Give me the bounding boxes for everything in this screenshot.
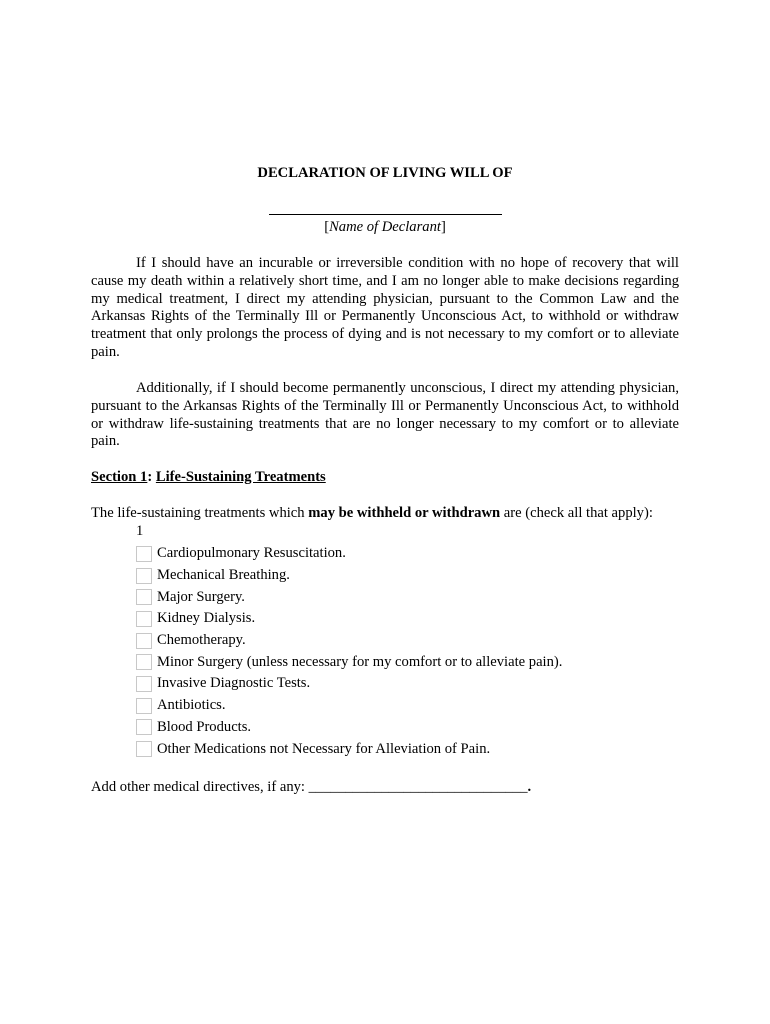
mechanical-breathing-checkbox[interactable] xyxy=(136,568,152,584)
item-label: Mechanical Breathing. xyxy=(157,567,290,584)
list-item xyxy=(136,695,562,717)
treatments-checklist xyxy=(136,543,562,760)
paragraph-permanently-unconscious: Additionally, if I should become permanently unconscious, I direct my attending physician, pursuant to the Arkansas Rights of the Terminally Ill or Permanently Unconscious Act, to withhold or withdraw life-sustaining treatments that are no longer necessary to my comfort or to alleviate pain. xyxy=(91,380,679,450)
list-number: 1 xyxy=(136,523,144,539)
other-directives-line xyxy=(91,779,531,796)
intro-before: The life-sustaining treatments which xyxy=(91,505,309,521)
item-label: Chemotherapy. xyxy=(157,632,246,649)
other-medications-checkbox[interactable] xyxy=(136,741,152,757)
kidney-dialysis-checkbox[interactable] xyxy=(136,611,152,627)
paragraph-incurable-condition: If I should have an incurable or irreversible condition with no hope of recovery that will cause my death within a relatively short time, and I am no longer able to make decisions regarding my medical treatment, I direct my attending physician, pursuant to the Common Law and the Arkansas Rights of the Terminally Ill or Permanently Unconscious Act, to withhold or withdraw treatment that only prolongs the process of dying and is not necessary to my comfort or to alleviate pain. xyxy=(91,255,679,360)
item-label: Antibiotics. xyxy=(157,697,226,714)
item-label: Other Medications not Necessary for Alleviation of Pain. xyxy=(157,740,491,757)
treatments-intro xyxy=(91,505,691,522)
directives-blank-field[interactable]: ______________________________ xyxy=(308,779,528,795)
item-label: Invasive Diagnostic Tests. xyxy=(157,675,311,692)
list-item xyxy=(136,717,562,739)
intro-after: are (check all that apply): xyxy=(500,505,653,521)
antibiotics-checkbox[interactable] xyxy=(136,698,152,714)
item-label: Blood Products. xyxy=(157,718,252,735)
list-item xyxy=(136,586,562,608)
list-item xyxy=(136,565,562,587)
chemotherapy-checkbox[interactable] xyxy=(136,633,152,649)
section-title: Life-Sustaining Treatments xyxy=(155,469,326,485)
caption-text: Name of Declarant xyxy=(329,219,441,235)
item-label: Cardiopulmonary Resuscitation. xyxy=(157,545,346,562)
major-surgery-checkbox[interactable] xyxy=(136,589,152,605)
section-heading xyxy=(91,469,326,486)
item-label: Minor Surgery (unless necessary for my comfort or to alleviate pain). xyxy=(157,653,563,670)
list-item xyxy=(136,608,562,630)
intro-bold: may be withheld or withdrawn xyxy=(308,505,501,521)
list-item xyxy=(136,738,562,760)
list-item xyxy=(136,673,562,695)
cpr-checkbox[interactable] xyxy=(136,546,152,562)
minor-surgery-checkbox[interactable] xyxy=(136,654,152,670)
declarant-name-caption xyxy=(0,219,770,236)
item-label: Major Surgery. xyxy=(157,588,245,605)
list-item xyxy=(136,651,562,673)
item-label: Kidney Dialysis. xyxy=(157,610,256,627)
list-item xyxy=(136,630,562,652)
blood-products-checkbox[interactable] xyxy=(136,719,152,735)
caption-close-bracket: ] xyxy=(440,219,446,235)
list-item xyxy=(136,543,562,565)
caption-open-bracket: [ xyxy=(324,219,330,235)
invasive-diagnostic-tests-checkbox[interactable] xyxy=(136,676,152,692)
section-separator: : xyxy=(147,469,156,485)
directives-label: Add other medical directives, if any: xyxy=(91,779,309,795)
document-title: DECLARATION OF LIVING WILL OF xyxy=(257,165,513,181)
declarant-name-line[interactable] xyxy=(269,214,502,215)
section-label: Section 1 xyxy=(91,469,148,485)
directives-end: . xyxy=(527,779,532,795)
